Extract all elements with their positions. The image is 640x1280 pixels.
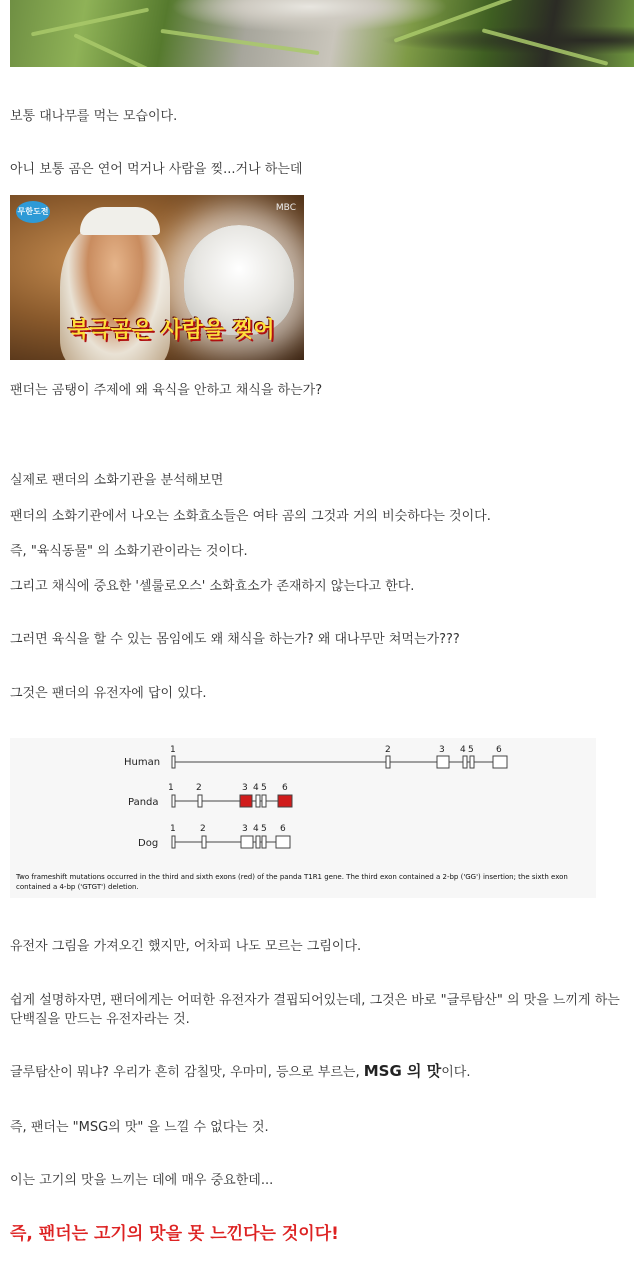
mutated-exon-3 bbox=[240, 795, 252, 807]
exon-label: 1 bbox=[170, 824, 176, 834]
row-label-human: Human bbox=[124, 757, 161, 768]
paragraph: 팬더는 곰탱이 주제에 왜 육식을 안하고 채식을 하는가? bbox=[10, 383, 323, 398]
paragraph: 유전자 그림을 가져오긴 했지만, 어차피 나도 모르는 그림이다. bbox=[10, 939, 362, 954]
paragraph: 팬더의 소화기관에서 나오는 소화효소들은 여타 곰의 그것과 거의 비슷하다는 것이다. bbox=[10, 509, 491, 524]
paragraph: 그러면 육식을 할 수 있는 몸임에도 왜 채식을 하는가? 왜 대나무만 쳐먹는가??? bbox=[10, 632, 460, 647]
paragraph: 즉, 팬더는 "MSG의 맛" 을 느낄 수 없다는 것. bbox=[10, 1120, 269, 1135]
paragraph: 그리고 채식에 중요한 '셀룰로오스' 소화효소가 존재하지 않는다고 한다. bbox=[10, 579, 415, 594]
broadcaster-logo: MBC bbox=[275, 203, 296, 213]
figure-caption: Two frameshift mutations occurred in the third and sixth exons (red) of the panda T1R1 gene. The third exon contained a 2-bp ('GG') insertion; the sixth exon contained a 4-bp ('GTGT') deletion. bbox=[16, 873, 568, 891]
paragraph: 그것은 팬더의 유전자에 답이 있다. bbox=[10, 686, 207, 701]
exon-label: 1 bbox=[168, 783, 174, 793]
exon-label: 3 bbox=[439, 745, 445, 755]
gene-diagram bbox=[10, 738, 596, 872]
exon-label: 4 bbox=[253, 824, 259, 834]
exon-label: 5 bbox=[261, 783, 267, 793]
paragraph: 보통 대나무를 먹는 모습이다. bbox=[10, 109, 178, 124]
exon-label: 3 bbox=[242, 824, 248, 834]
paragraph: 쉽게 설명하자면, 팬더에게는 어떠한 유전자가 결핍되어있는데, 그것은 바로 "글루탐산" 의 맛을 느끼게 하는 단백질을 만드는 유전자라는 것. bbox=[10, 993, 620, 1027]
paragraph bbox=[10, 1062, 470, 1082]
emphasis-conclusion: 즉, 팬더는 고기의 맛을 못 느낀다는 것이다! bbox=[10, 1224, 339, 1244]
paragraph-text: 글루탐산이 뭐냐? 우리가 흔히 감칠맛, 우마미, 등으로 부르는, bbox=[10, 1065, 364, 1080]
exon-label: 2 bbox=[385, 745, 391, 755]
show-badge: 무한도전 bbox=[16, 201, 50, 223]
white-cap bbox=[80, 207, 160, 235]
tv-caption: 북극곰은 사람을 찢어 bbox=[68, 318, 275, 343]
exon-label: 2 bbox=[200, 824, 206, 834]
exon-label: 6 bbox=[282, 783, 288, 793]
paragraph-text: 이다. bbox=[441, 1065, 471, 1080]
panda-eating-bamboo-photo bbox=[10, 0, 634, 67]
paragraph: 즉, "육식동물" 의 소화기관이라는 것이다. bbox=[10, 544, 248, 559]
exon-label: 4 bbox=[460, 745, 466, 755]
gene-structure-figure bbox=[10, 738, 596, 898]
row-label-dog: Dog bbox=[138, 838, 159, 849]
exon-label: 5 bbox=[468, 745, 474, 755]
row-label-panda: Panda bbox=[128, 797, 159, 808]
paragraph: 이는 고기의 맛을 느끼는 데에 매우 중요한데... bbox=[10, 1173, 274, 1188]
paragraph: 아니 보통 곰은 연어 먹거나 사람을 찢...거나 하는데 bbox=[10, 162, 303, 177]
tv-show-screenshot bbox=[10, 195, 304, 360]
exon-label: 1 bbox=[170, 745, 176, 755]
exon-label: 5 bbox=[261, 824, 267, 834]
exon-label: 6 bbox=[496, 745, 502, 755]
exon-label: 2 bbox=[196, 783, 202, 793]
msg-emphasis: MSG 의 맛 bbox=[363, 1062, 442, 1080]
exon-label: 6 bbox=[280, 824, 286, 834]
paragraph: 실제로 팬더의 소화기관을 분석해보면 bbox=[10, 473, 224, 488]
exon-label: 3 bbox=[242, 783, 248, 793]
mutated-exon-6 bbox=[278, 795, 292, 807]
exon-label: 4 bbox=[253, 783, 259, 793]
